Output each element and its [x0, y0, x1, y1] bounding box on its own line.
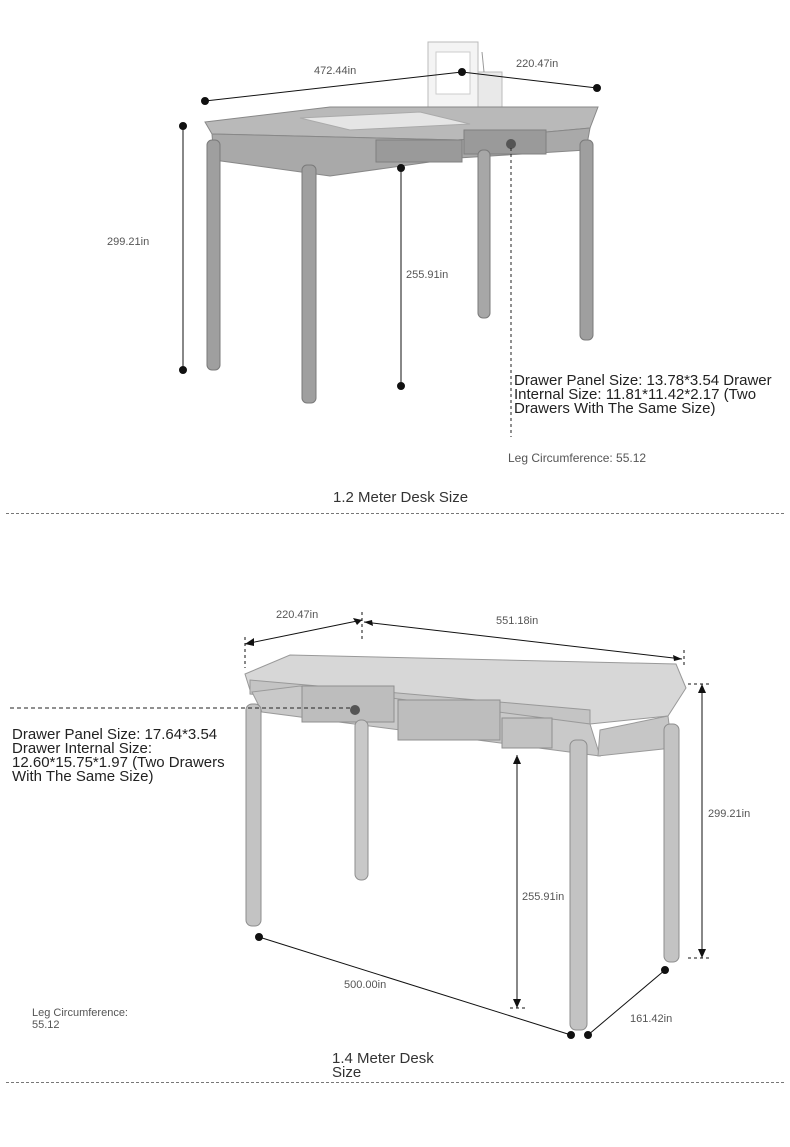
height-dimension-label: 299.21in	[107, 236, 150, 248]
height-dimension-label: 299.21in	[708, 808, 751, 820]
drawer-front-left	[302, 686, 394, 722]
depth-dimension-label: 220.47in	[276, 609, 319, 621]
leg-back-right	[664, 724, 679, 962]
drawer-size-note: Drawer Panel Size: 17.64*3.54 Drawer Internal Size: 12.60*15.75*1.97 (Two Drawers With The Same Size)	[12, 726, 225, 785]
drawer-size-note: Drawer Panel Size: 13.78*3.54 Drawer Internal Size: 11.81*11.42*2.17 (Two Drawers With The Same Size)	[514, 372, 772, 417]
width-dimension-label: 551.18in	[496, 615, 539, 627]
leg-front-right	[570, 740, 587, 1030]
section-caption: 1.4 Meter Desk Size	[332, 1050, 434, 1081]
section-divider	[6, 1082, 784, 1083]
drawer-knob	[350, 705, 360, 715]
section-caption: 1.2 Meter Desk Size	[333, 489, 469, 506]
floor-depth-label: 161.42in	[630, 1013, 673, 1025]
width-dimension-label: 472.44in	[314, 65, 357, 77]
leg-circumference-note: Leg Circumference: 55.12	[32, 1007, 128, 1031]
leg-circumference-note: Leg Circumference: 55.12	[508, 451, 647, 465]
floor-width-label: 500.00in	[344, 979, 387, 991]
leg-back-left	[355, 720, 368, 880]
under-drawer-height-label: 255.91in	[522, 891, 565, 903]
under-drawer-height-label: 255.91in	[406, 269, 449, 281]
depth-dimension-label: 220.47in	[516, 58, 559, 70]
drawer-front-right	[398, 700, 500, 740]
